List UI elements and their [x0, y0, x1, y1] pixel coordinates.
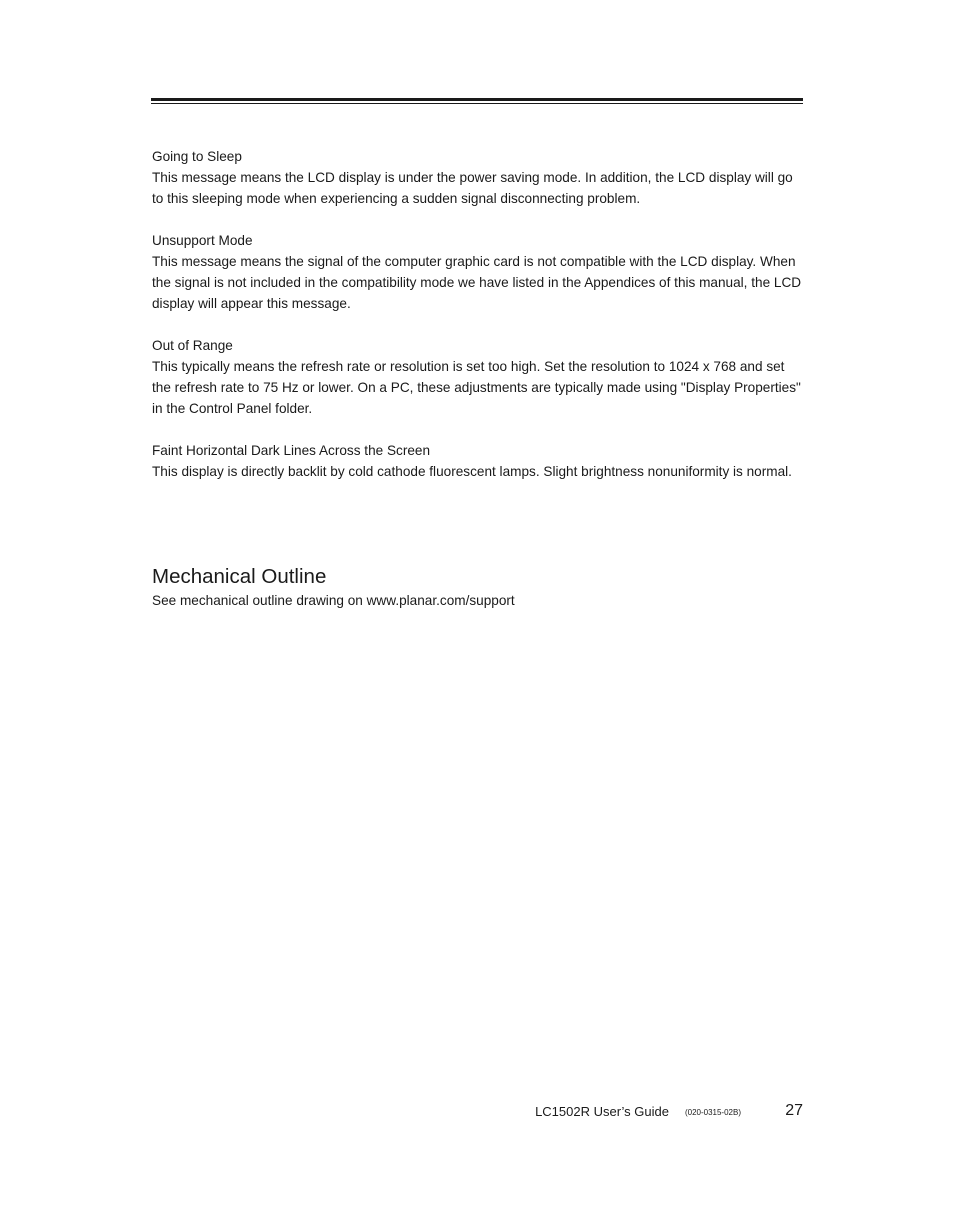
section-out-of-range	[152, 335, 807, 419]
section-title: Faint Horizontal Dark Lines Across the Screen	[152, 443, 431, 458]
footer-document-code: (020-0315-02B)	[684, 1108, 741, 1117]
footer-guide-title: LC1502R User’s Guide	[535, 1104, 669, 1119]
troubleshooting-messages	[152, 146, 807, 503]
section-body: This typically means the refresh rate or resolution is set too high. Set the resolution to 1024 x 768 and set the refresh rate to 75 Hz or lower. On a PC, these adjustments are typically made using "Display Properties" in the Control Panel folder.	[152, 359, 801, 416]
page-footer	[400, 1101, 803, 1123]
page-number: 27	[785, 1102, 803, 1119]
section-body: This message means the LCD display is under the power saving mode. In addition, the LCD display will go to this sleeping mode when experiencing a sudden signal disconnecting problem.	[152, 170, 793, 206]
section-body: This display is directly backlit by cold cathode fluorescent lamps. Slight brightness nonuniformity is normal.	[152, 464, 792, 479]
header-rule-thick	[151, 98, 803, 101]
mechanical-outline-text: See mechanical outline drawing on www.planar.com/support	[152, 593, 515, 608]
section-faint-lines	[152, 440, 807, 482]
section-title: Going to Sleep	[152, 149, 242, 164]
mechanical-outline-heading: Mechanical Outline	[152, 565, 327, 588]
section-going-to-sleep	[152, 146, 807, 209]
section-unsupport-mode	[152, 230, 807, 314]
header-rule-thin	[151, 103, 803, 104]
section-title: Out of Range	[152, 338, 233, 353]
section-body: This message means the signal of the computer graphic card is not compatible with the LCD display. When the signal is not included in the compatibility mode we have listed in the Appendices of this manual, the LCD display will appear this message.	[152, 254, 802, 311]
section-title: Unsupport Mode	[152, 233, 253, 248]
